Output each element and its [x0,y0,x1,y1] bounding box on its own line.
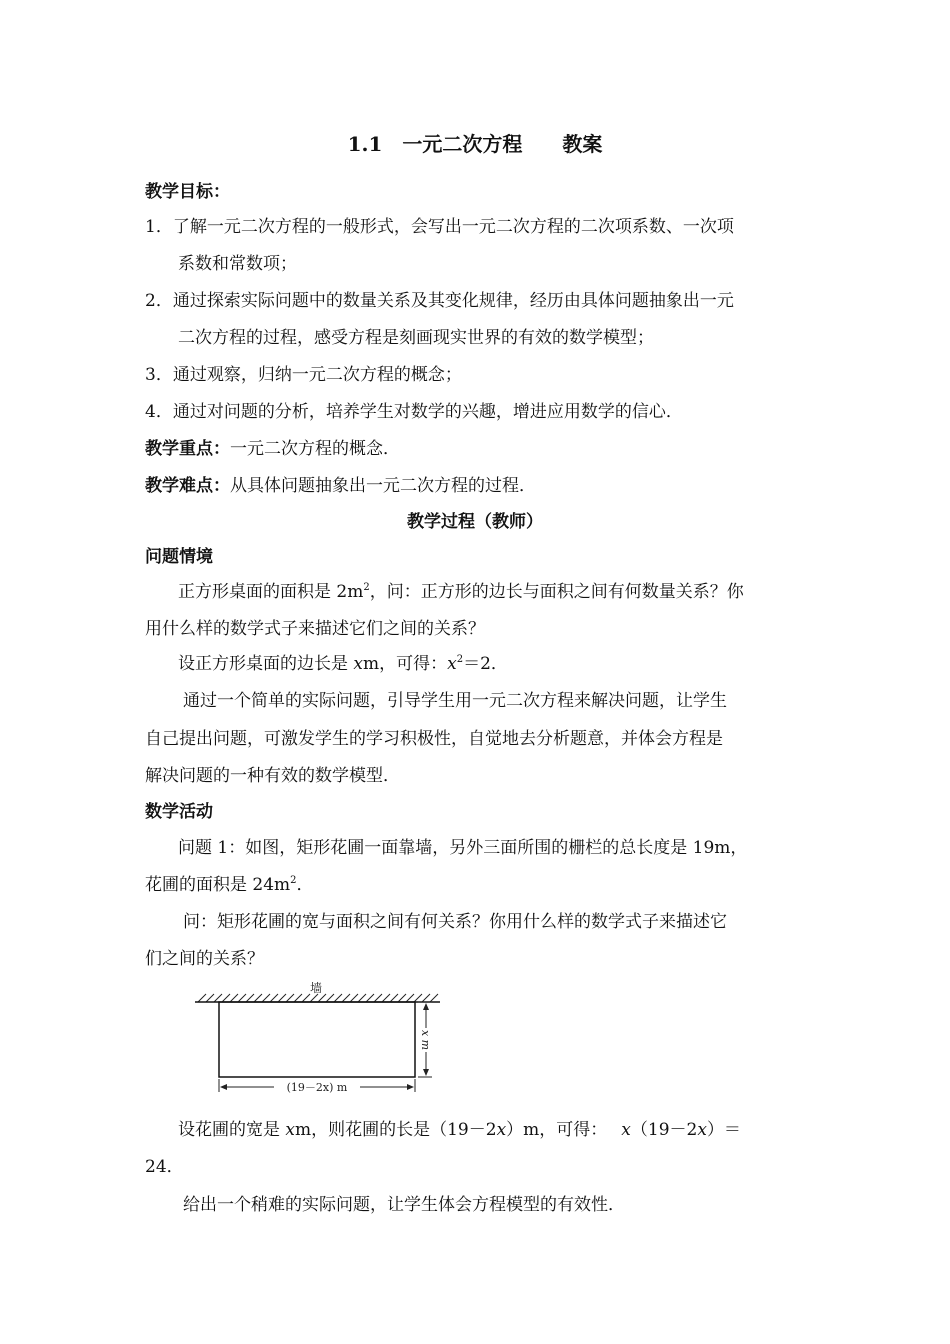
difficulty-label: 教学难点： [145,476,230,496]
question-1-cont [145,873,314,897]
garden-equation-cont: 24． [145,1157,184,1177]
text-run: （19－2 [630,1120,698,1140]
text-run: m，可得： [363,654,448,674]
text-run: 正方形桌面的面积是 2m [178,582,364,602]
superscript: 2 [363,582,370,593]
objective-1-cont: 系数和常数项； [178,254,297,274]
text-run: 花圃的面积是 24m [145,875,291,895]
superscript: 2 [456,654,464,665]
variable: x [697,1120,707,1140]
text-run: ． [296,875,314,895]
objective-3 [145,363,462,387]
wall-label: 墙 [309,981,323,995]
question-2-cont: 们之间的关系？ [145,949,264,969]
difficulty-text: 从具体问题抽象出一元二次方程的过程． [230,476,536,496]
text-run: ）＝ [706,1120,741,1140]
key-point [145,437,400,461]
question-1: 问题 1：如图，矩形花圃一面靠墙，另外三面所围的栅栏的总长度是 19m， [178,838,748,858]
superscript: 2 [290,875,297,886]
objective-text: 通过对问题的分析，培养学生对数学的兴趣，增进应用数学的信心． [172,402,683,422]
text-run: m，则花圃的长是（19－2 [295,1120,497,1140]
objective-text: 了解一元二次方程的一般形式，会写出一元二次方程的二次项系数、一次项 [172,217,734,237]
objective-number: 3． [145,365,173,385]
process-heading: 教学过程（教师） [407,512,543,532]
objective-text: 通过观察，归纳一元二次方程的概念； [172,365,462,385]
length-label: (19－2x) m [286,1081,348,1094]
text-run: 设正方形桌面的边长是 [178,654,354,674]
key-point-text: 一元二次方程的概念． [230,439,400,459]
activity-note: 给出一个稍难的实际问题，让学生体会方程模型的有效性． [183,1195,625,1215]
page-title: 1.1 一元二次方程 教案 [347,132,603,156]
objective-1 [145,215,734,239]
question-2: 问：矩形花圃的宽与面积之间有何关系？你用什么样的数学式子来描述它 [183,912,727,932]
objective-text: 通过探索实际问题中的数量关系及其变化规律，经历由具体问题抽象出一元 [172,291,734,311]
objectives-heading: 教学目标： [145,182,230,202]
situation-equation [178,652,508,676]
activity-heading: 数学活动 [145,802,213,822]
garden-equation [178,1118,741,1142]
width-label: x m [419,1029,432,1051]
variable: x [285,1120,295,1140]
variable: x [353,654,363,674]
situation-paragraph-3: 通过一个简单的实际问题，引导学生用一元二次方程来解决问题，让学生 [183,691,727,711]
text-run: ）m，可得： [506,1120,608,1140]
objective-2 [145,289,734,313]
text-run: ，问：正方形的边长与面积之间有何数量关系？你 [369,582,744,602]
objective-number: 4． [145,402,173,422]
objective-number: 1． [145,217,173,237]
flower-bed-rectangle [219,1002,415,1077]
objective-2-cont: 二次方程的过程，感受方程是刻画现实世界的有效的数学模型； [178,328,654,348]
situation-paragraph-1 [178,580,744,604]
variable: x [621,1120,631,1140]
text-run: 设花圃的宽是 [178,1120,286,1140]
text-run: ＝2． [463,654,508,674]
objective-4 [145,400,683,424]
situation-paragraph-3-cont-2: 解决问题的一种有效的数学模型． [145,766,400,786]
situation-heading: 问题情境 [145,547,213,567]
key-point-label: 教学重点： [145,439,230,459]
variable: x [447,654,457,674]
wall-hatching [198,994,438,1002]
difficulty [145,474,536,498]
garden-figure [190,980,450,1095]
variable: x [496,1120,507,1140]
situation-paragraph-1-cont: 用什么样的数学式子来描述它们之间的关系？ [145,619,485,639]
objective-number: 2． [145,291,173,311]
situation-paragraph-3-cont-1: 自己提出问题，可激发学生的学习积极性，自觉地去分析题意，并体会方程是 [145,729,723,749]
